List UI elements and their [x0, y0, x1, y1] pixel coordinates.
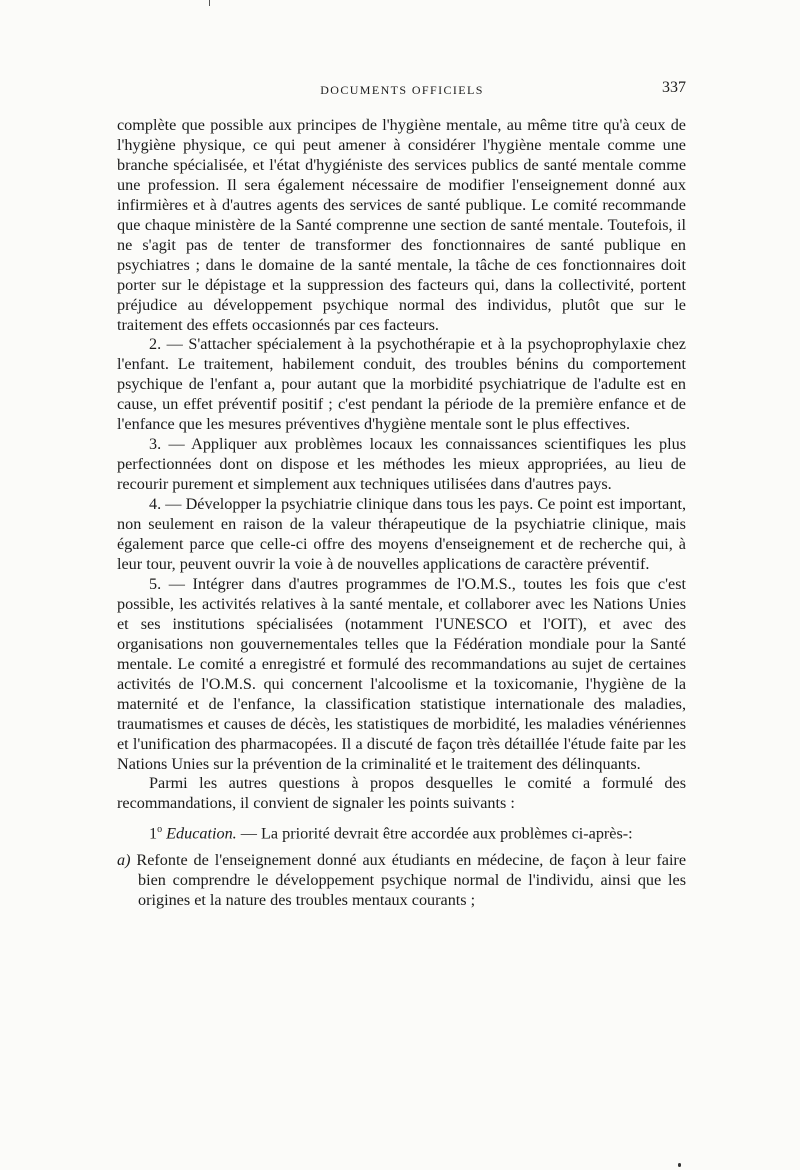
- item-a-mark: a): [117, 850, 131, 869]
- paragraph-point-4: 4. — Développer la psychiatrie clinique dans tous les pays. Ce point est important, non seulement en raison de la valeur thérapeutique de la psychiatrie clinique, mais également parce que celle-ci offre des moyens d'enseignement et de recherche qui, à leur tour, peuvent ouvrir la voie à de nouvelles applications de caractère préventif.: [117, 495, 686, 573]
- item-a-text: Refonte de l'enseignement donné aux étudiants en médecine, de façon à leur faire bien comprendre le développement psychique normal de l'individu, ainsi que les origines et la nature des troubles mentaux courants ;: [136, 850, 687, 909]
- education-text: — La priorité devrait être accordée aux problèmes ci-après-:: [236, 824, 633, 843]
- paragraph-other-questions: Parmi les autres questions à propos desquelles le comité a formulé des recommandations, il convient de signaler les points suivants :: [117, 774, 686, 813]
- page-header: [118, 79, 686, 101]
- paragraph-point-2: 2. — S'attacher spécialement à la psychothérapie et à la psychoprophylaxie chez l'enfant. Le traitement, habilement conduit, des troubles bénins du comportement psychique de l'enfant a, pour autant que la morbidité psychiatrique de l'adulte est en cause, un effet préventif positif ; c'est pendant la période de la première enfance et de l'enfance que les mesures préventives d'hygiène mentale sont le plus effectives.: [117, 335, 686, 434]
- running-title: DOCUMENTS OFFICIELS: [320, 83, 484, 97]
- paragraph-point-5: 5. — Intégrer dans d'autres programmes de l'O.M.S., toutes les fois que c'est possible, les activités relatives à la santé mentale, et collaborer avec les Nations Unies et ses institutions spécialisées (notamment l'UNESCO et l'OIT), et avec des organisations non gouvernementales telles que la Fédération mondiale pour la Santé mentale. Le comité a enregistré et formulé des recommandations au sujet de certaines activités de l'O.M.S. qui concernent l'alcoolisme et la toxicomanie, l'hygiène de la maternité et de l'enfance, la classification statistique internationale des maladies, traumatismes et causes de décès, les statistiques de morbidité, les maladies vénériennes et l'unification des pharmacopées. Il a discuté de façon très détaillée l'étude faite par les Nations Unies sur la prévention de la criminalité et le traitement des délinquants.: [117, 574, 686, 773]
- paragraph-continuation: complète que possible aux principes de l'hygiène mentale, au même titre qu'à ceux de l'hygiène physique, ce qui peut amener à considérer l'hygiène mentale comme une branche spécialisée, et l'état d'hygiéniste des services publics de santé mentale comme une profession. Il sera également nécessaire de modifier l'enseignement donné aux infirmières et à d'autres agents des services de santé publique. Le comité recommande que chaque ministère de la Santé comprenne une section de santé mentale. Toutefois, il ne s'agit pas de tenter de transformer des fonctionnaires de santé publique en psychiatres ; dans le domaine de la santé mentale, la tâche de ces fonctionnaires doit porter sur le dépistage et la suppression des facteurs qui, dans la collectivité, portent préjudice au développement psychique normal des individus, plutôt que sur le traitement des effets occasionnés par ces facteurs.: [117, 116, 686, 334]
- education-label: Education.: [166, 824, 237, 843]
- page-number: 337: [662, 79, 686, 96]
- body-text: [117, 116, 686, 911]
- scan-tick-mark: [209, 0, 210, 6]
- education-heading: [117, 820, 686, 844]
- paragraph-point-3: 3. — Appliquer aux problèmes locaux les connaissances scientifiques les plus perfectionnées dont on dispose et les méthodes les mieux appropriées, au lieu de recourir purement et simplement aux techniques utilisées dans d'autres pays.: [117, 435, 686, 494]
- scan-dot-mark: [678, 1163, 681, 1167]
- list-item-a: [117, 851, 686, 911]
- education-number: 1: [149, 824, 158, 843]
- education-ordinal: o: [157, 824, 163, 836]
